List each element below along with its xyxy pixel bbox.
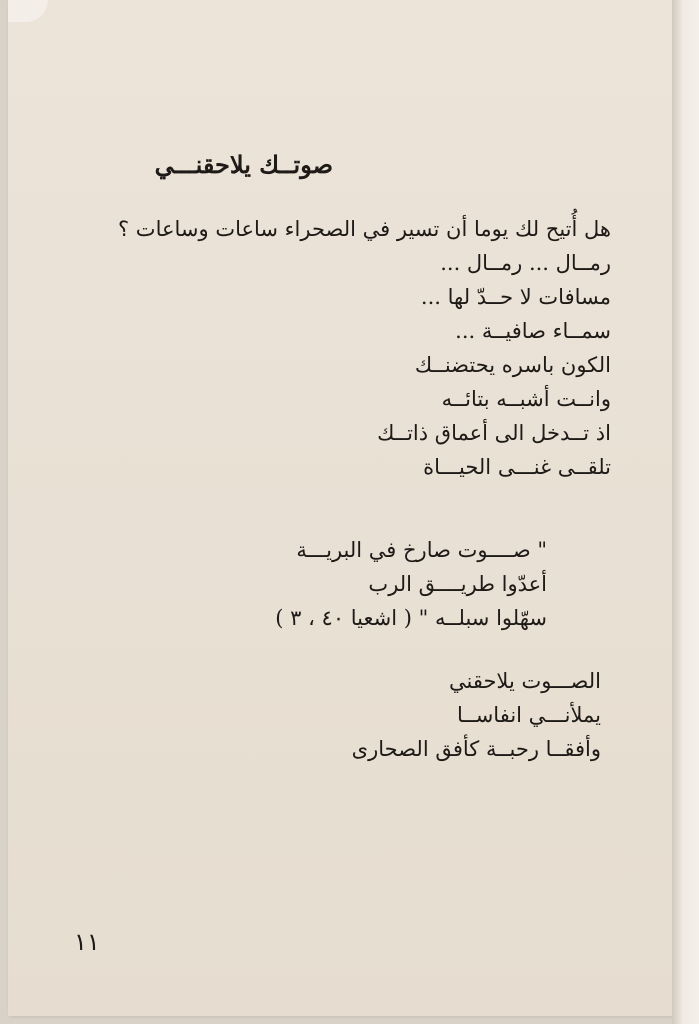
stanza-2-line: " صــــوت صارخ في البريـــة (296, 538, 547, 562)
stanza-1-line: الكون باسره يحتضنــك (414, 353, 611, 377)
stanza-1-line: سمــاء صافيــة ... (455, 319, 611, 343)
stanza-2-line: أعدّوا طريــــق الرب (368, 572, 547, 596)
stanza-1-line: تلقــى غنـــى الحيـــاة (423, 455, 611, 479)
page-number: ١١ (74, 928, 100, 956)
stanza-1 (118, 212, 611, 484)
stanza-1-line: رمــال ... رمــال ... (440, 251, 611, 275)
page-edge (672, 0, 699, 1024)
poem-title: صوتــك يلاحقنـــي (154, 150, 333, 179)
stanza-3 (352, 664, 601, 766)
stanza-2-quote (275, 533, 547, 635)
page-corner-fold (8, 0, 48, 22)
stanza-1-line: مسافات لا حــدّ لها ... (420, 285, 611, 309)
stanza-3-line: الصـــوت يلاحقني (448, 669, 601, 693)
stanza-3-line: يملأنـــي انفاســا (457, 703, 601, 727)
stanza-2-line: سهّلوا سبلــه " ( اشعيا ٤٠ ، ٣ ) (275, 606, 547, 630)
book-page (8, 0, 672, 1016)
stanza-1-line: اذ تــدخل الى أعماق ذاتــك (377, 421, 611, 445)
stanza-3-line: وأفقــا رحبــة كأفق الصحارى (351, 737, 601, 761)
stanza-1-line: وانــت أشبــه بتائــه (441, 387, 611, 411)
stanza-1-line: هل أُتيح لك يوما أن تسير في الصحراء ساعات وساعات ؟ (117, 217, 611, 241)
